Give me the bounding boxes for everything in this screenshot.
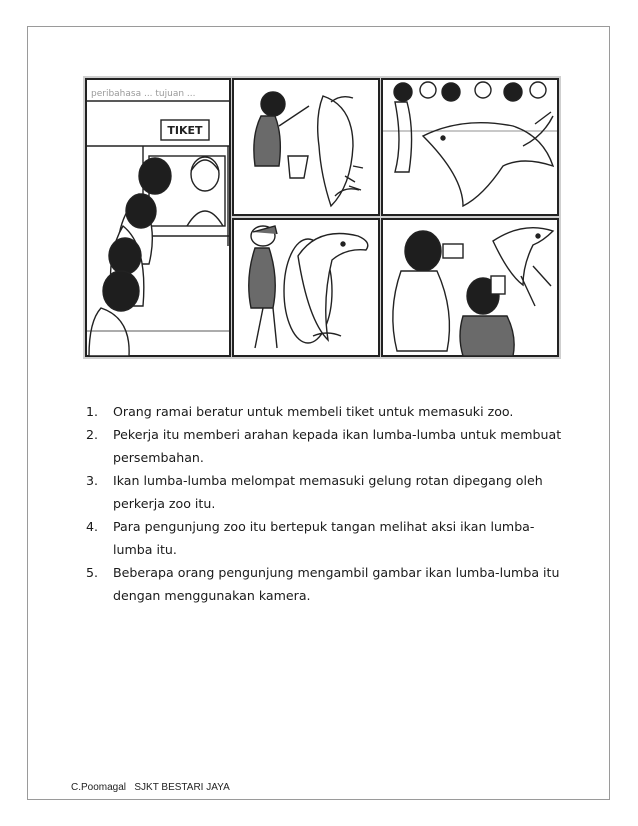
step-number: 4. [86, 519, 99, 534]
story-steps-list [86, 400, 566, 607]
step-number: 2. [86, 427, 99, 442]
footer-author: C.Poomagal SJKT BESTARI JAYA [71, 782, 230, 793]
step-text: Beberapa orang pengunjung mengambil gambar ikan lumba-lumba itu dengan menggunakan kamera. [113, 565, 560, 603]
comic-strip-image [83, 76, 561, 359]
step-number: 1. [86, 404, 99, 419]
step-item [86, 400, 566, 423]
step-number: 3. [86, 473, 99, 488]
step-item [86, 423, 566, 469]
svg-text:TIKET: TIKET [167, 124, 203, 137]
step-text: Pekerja itu memberi arahan kepada ikan lumba-lumba untuk membuat persembahan. [113, 427, 562, 465]
step-text: Orang ramai beratur untuk membeli tiket untuk memasuki zoo. [113, 404, 514, 419]
step-item [86, 469, 566, 515]
faded-background-text: peribahasa ... tujuan ... [91, 89, 196, 99]
step-item [86, 515, 566, 561]
step-text: Ikan lumba-lumba melompat memasuki gelung rotan dipegang oleh perkerja zoo itu. [113, 473, 543, 511]
step-item [86, 561, 566, 607]
step-text: Para pengunjung zoo itu bertepuk tangan melihat aksi ikan lumba-lumba itu. [113, 519, 535, 557]
step-number: 5. [86, 565, 99, 580]
